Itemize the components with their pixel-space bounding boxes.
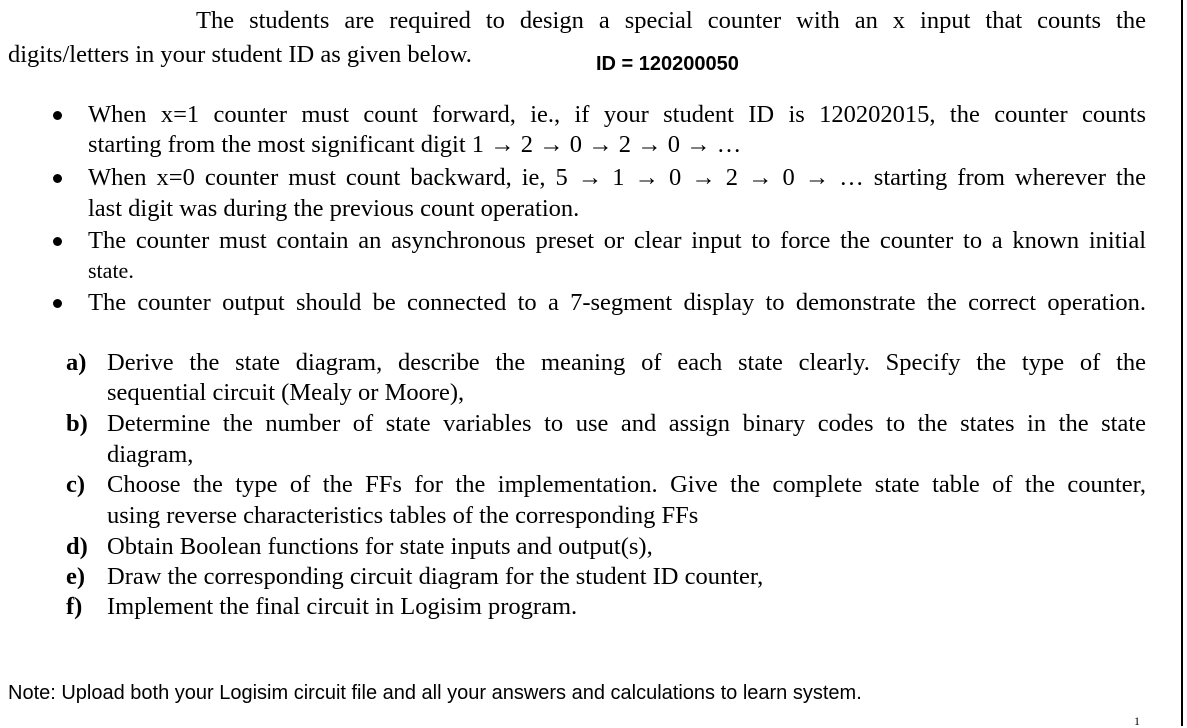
question-d-line-1: Obtain Boolean functions for state inputs and output(s), <box>107 533 653 560</box>
bullet-4-line-1: The counter output should be connected to a 7-segment display to demonstrate the correct operation. <box>88 289 1146 316</box>
question-e-line-1: Draw the corresponding circuit diagram for the student ID counter, <box>107 563 764 590</box>
bullet-2-line-1: When x=0 counter must count backward, ie, 5 → 1 → 0 → 2 → 0 → … starting from wherever the <box>88 164 1146 191</box>
question-a-label: a) <box>66 349 87 376</box>
question-f-line-1: Implement the final circuit in Logisim program. <box>107 593 578 620</box>
student-id-label: ID = 120200050 <box>596 53 739 75</box>
question-b-label: b) <box>66 410 88 437</box>
question-a-line-2: sequential circuit (Mealy or Moore), <box>107 379 465 406</box>
bullet-dot-icon <box>53 299 62 308</box>
bullet-1-line-2: starting from the most significant digit 1 → 2 → 0 → 2 → 0 → … <box>88 131 742 158</box>
bullet-dot-icon <box>53 174 62 183</box>
page-number: 1 <box>1134 714 1140 728</box>
question-c-line-2: using reverse characteristics tables of the corresponding FFs <box>107 502 699 529</box>
question-b-line-1: Determine the number of state variables to use and assign binary codes to the states in the state <box>107 410 1146 437</box>
bullet-3-line-1: The counter must contain an asynchronous preset or clear input to force the counter to a known initial <box>88 227 1146 254</box>
intro-text-line-2: digits/letters in your student ID as given below. <box>8 41 472 68</box>
question-d-label: d) <box>66 533 88 560</box>
question-a-line-1: Derive the state diagram, describe the meaning of each state clearly. Specify the type of the <box>107 349 1146 376</box>
bullet-2-line-2: last digit was during the previous count operation. <box>88 195 580 222</box>
question-f-label: f) <box>66 593 83 620</box>
bullet-dot-icon <box>53 111 62 120</box>
upload-note: Note: Upload both your Logisim circuit file and all your answers and calculations to learn system. <box>8 682 862 704</box>
question-c-label: c) <box>66 471 86 498</box>
intro-text-line-1: The students are required to design a special counter with an x input that counts the <box>196 7 1146 34</box>
question-e-label: e) <box>66 563 86 590</box>
bullet-3-line-2: state. <box>88 258 134 283</box>
bullet-dot-icon <box>53 237 62 246</box>
question-c-line-1: Choose the type of the FFs for the implementation. Give the complete state table of the counter, <box>107 471 1146 498</box>
page-border-line <box>1181 0 1183 726</box>
question-b-line-2: diagram, <box>107 441 194 468</box>
bullet-1-line-1: When x=1 counter must count forward, ie., if your student ID is 120202015, the counter counts <box>88 101 1146 128</box>
